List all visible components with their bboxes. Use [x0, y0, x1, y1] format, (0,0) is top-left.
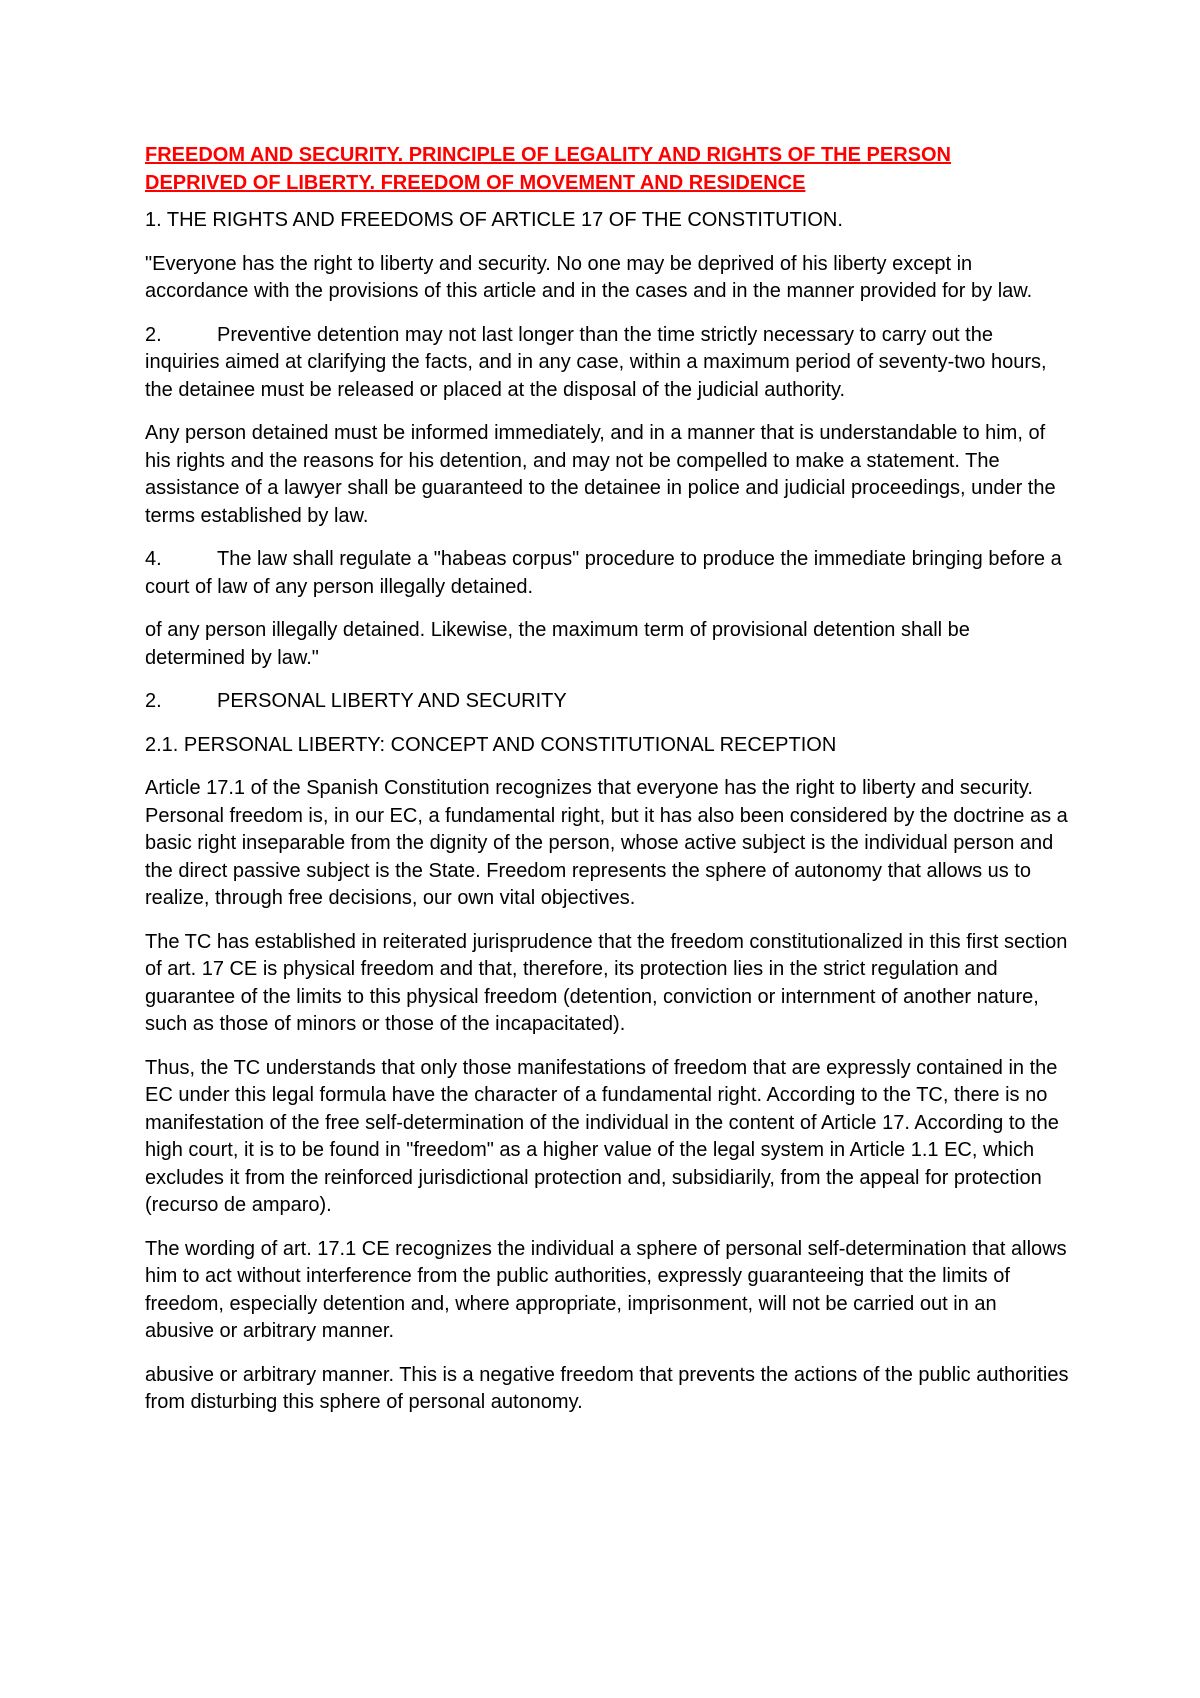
paragraph-article-17-3: Any person detained must be informed immediately, and in a manner that is understandable to him, of his rights and the reasons for his detention, and may not be compelled to make a statement. The assistance of a lawyer shall be guaranteed to the detainee in police and judicial proceedings, under the terms established by law.: [145, 422, 1056, 527]
section-heading-2: [145, 688, 1070, 716]
document-page: [145, 142, 1070, 1433]
item-number: 2.: [145, 323, 162, 346]
paragraph-article-17-4: [145, 546, 1070, 601]
item-number: 2.: [145, 690, 162, 712]
paragraph-article-17-2: [145, 322, 1070, 405]
title-line-2: DEPRIVED OF LIBERTY. FREEDOM OF MOVEMENT AND RESIDENCE: [145, 171, 806, 194]
paragraph-text: Preventive detention may not last longer than the time strictly necessary to carry out the inquiries aimed at clarifying the facts, and in any case, within a maximum period of seventy-two hours, the detainee must be released or placed at the disposal of the judicial authority.: [145, 323, 1047, 401]
title-line-1: FREEDOM AND SECURITY. PRINCIPLE OF LEGALITY AND RIGHTS OF THE PERSON: [145, 144, 951, 166]
paragraph-tc-jurisprudence: The TC has established in reiterated jurisprudence that the freedom constitutionalized in this first section of art. 17 CE is physical freedom and that, therefore, its protection lies in the strict regulation and guarantee of the limits to this physical freedom (detention, conviction or internment of another nature, such as those of minors or those of the incapacitated).: [145, 930, 1068, 1035]
section-heading-1: 1. THE RIGHTS AND FREEDOMS OF ARTICLE 17 OF THE CONSTITUTION.: [145, 209, 843, 231]
paragraph-text: The law shall regulate a "habeas corpus" procedure to produce the immediate bringing before a court of law of any person illegally detained.: [145, 548, 1062, 598]
item-number: 4.: [145, 548, 162, 570]
heading-text: PERSONAL LIBERTY AND SECURITY: [217, 690, 567, 712]
paragraph-self-determination: The wording of art. 17.1 CE recognizes the individual a sphere of personal self-determination that allows him to act without interference from the public authorities, expressly guaranteeing that the limits of freedom, especially detention and, where appropriate, imprisonment, will not be carried out in an abusive or arbitrary manner.: [145, 1237, 1067, 1342]
paragraph-article-17-4-cont: of any person illegally detained. Likewise, the maximum term of provisional detention shall be determined by law.": [145, 619, 970, 669]
paragraph-negative-freedom: abusive or arbitrary manner. This is a negative freedom that prevents the actions of the public authorities from disturbing this sphere of personal autonomy.: [145, 1363, 1069, 1413]
paragraph-fundamental-right: Thus, the TC understands that only those manifestations of freedom that are expressly contained in the EC under this legal formula have the character of a fundamental right. According to the TC, there is no manifestation of the free self-determination of the individual in the content of Article 17. According to the high court, it is to be found in "freedom" as a higher value of the legal system in Article 1.1 EC, which excludes it from the reinforced jurisdictional protection and, subsidiarily, from the appeal for protection (recurso de amparo).: [145, 1056, 1059, 1216]
document-title: [145, 142, 1070, 197]
paragraph-personal-freedom: Article 17.1 of the Spanish Constitution recognizes that everyone has the right to liberty and security. Personal freedom is, in our EC, a fundamental right, but it has also been considered by the doctrine as a basic right inseparable from the dignity of the person, whose active subject is the individual person and the direct passive subject is the State. Freedom represents the sphere of autonomy that allows us to realize, through free decisions, our own vital objectives.: [145, 777, 1068, 909]
paragraph-article-17-1: "Everyone has the right to liberty and security. No one may be deprived of his liberty except in accordance with the provisions of this article and in the cases and in the manner provided for by law.: [145, 252, 1033, 302]
subsection-heading-2-1: 2.1. PERSONAL LIBERTY: CONCEPT AND CONSTITUTIONAL RECEPTION: [145, 733, 837, 756]
